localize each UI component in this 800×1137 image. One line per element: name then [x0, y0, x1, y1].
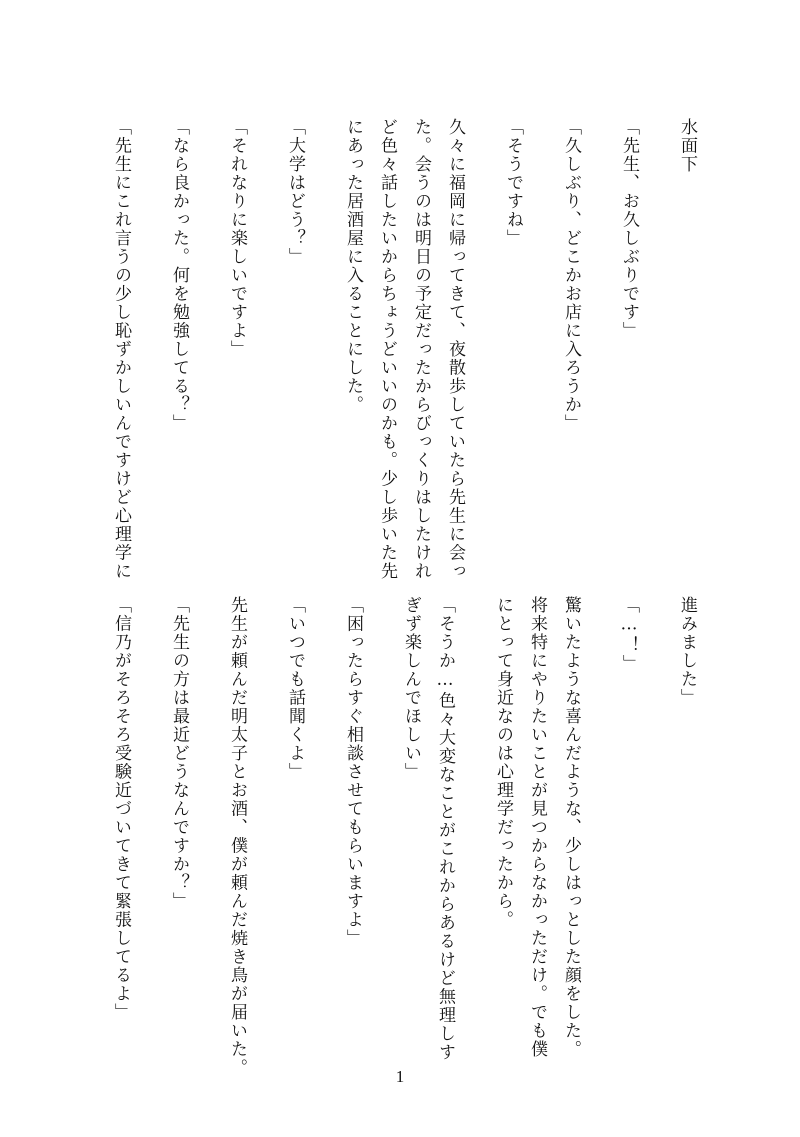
text-column: 「そうですね」: [503, 118, 523, 248]
text-column: 「大学はどう？」: [285, 118, 305, 266]
text-column: にとって身近なのは心理学だったから。: [493, 596, 513, 929]
text-column: 「信乃がそろそろ受験近づいてきて緊張してるよ」: [111, 596, 131, 1022]
text-column: 進みました」: [677, 596, 697, 707]
text-column-title: 水面下: [677, 118, 697, 174]
text-column: 「先生、お久しぶりです」: [619, 118, 639, 340]
text-column: 将来特にやりたいことが見つからなかっただけ。でも僕: [527, 596, 547, 1059]
text-column: ぎず楽しんでほしい」: [401, 596, 421, 781]
text-column: 「先生にこれ言うの少し恥ずかしいんですけど心理学に: [111, 118, 131, 581]
text-column: 「そうか…色々大変なことがこれからあるけど無理しす: [435, 596, 455, 1062]
text-column: 「それなりに楽しいですよ」: [227, 118, 247, 359]
text-column: 久々に福岡に帰ってきて、夜散歩していたら先生に会っ: [445, 118, 465, 581]
text-column: た。会うのは明日の予定だったからびっくりはしたけれ: [411, 118, 431, 581]
text-column: ど色々話したいからちょうどいいのかも。少し歩いた先: [377, 118, 397, 581]
text-column: 「いつでも話聞くよ」: [285, 596, 305, 781]
text-column: 「困ったらすぐ相談させてもらいますよ」: [343, 596, 363, 948]
text-column: 「なら良かった。何を勉強してる？」: [169, 118, 189, 433]
text-column: 先生が頼んだ明太子とお酒、僕が頼んだ焼き鳥が届いた。: [227, 596, 247, 1077]
text-column: 「久しぶり、どこかお店に入ろうか」: [561, 118, 581, 433]
text-column: 「先生の方は最近どうなんですか？」: [169, 596, 189, 911]
text-column: にあった居酒屋に入ることにした。: [343, 118, 363, 414]
page-number: 1: [395, 1067, 405, 1086]
text-column: 驚いたような喜んだような、少しはっとした顔をした。: [561, 596, 581, 1059]
text-column: 「…！」: [619, 596, 639, 673]
